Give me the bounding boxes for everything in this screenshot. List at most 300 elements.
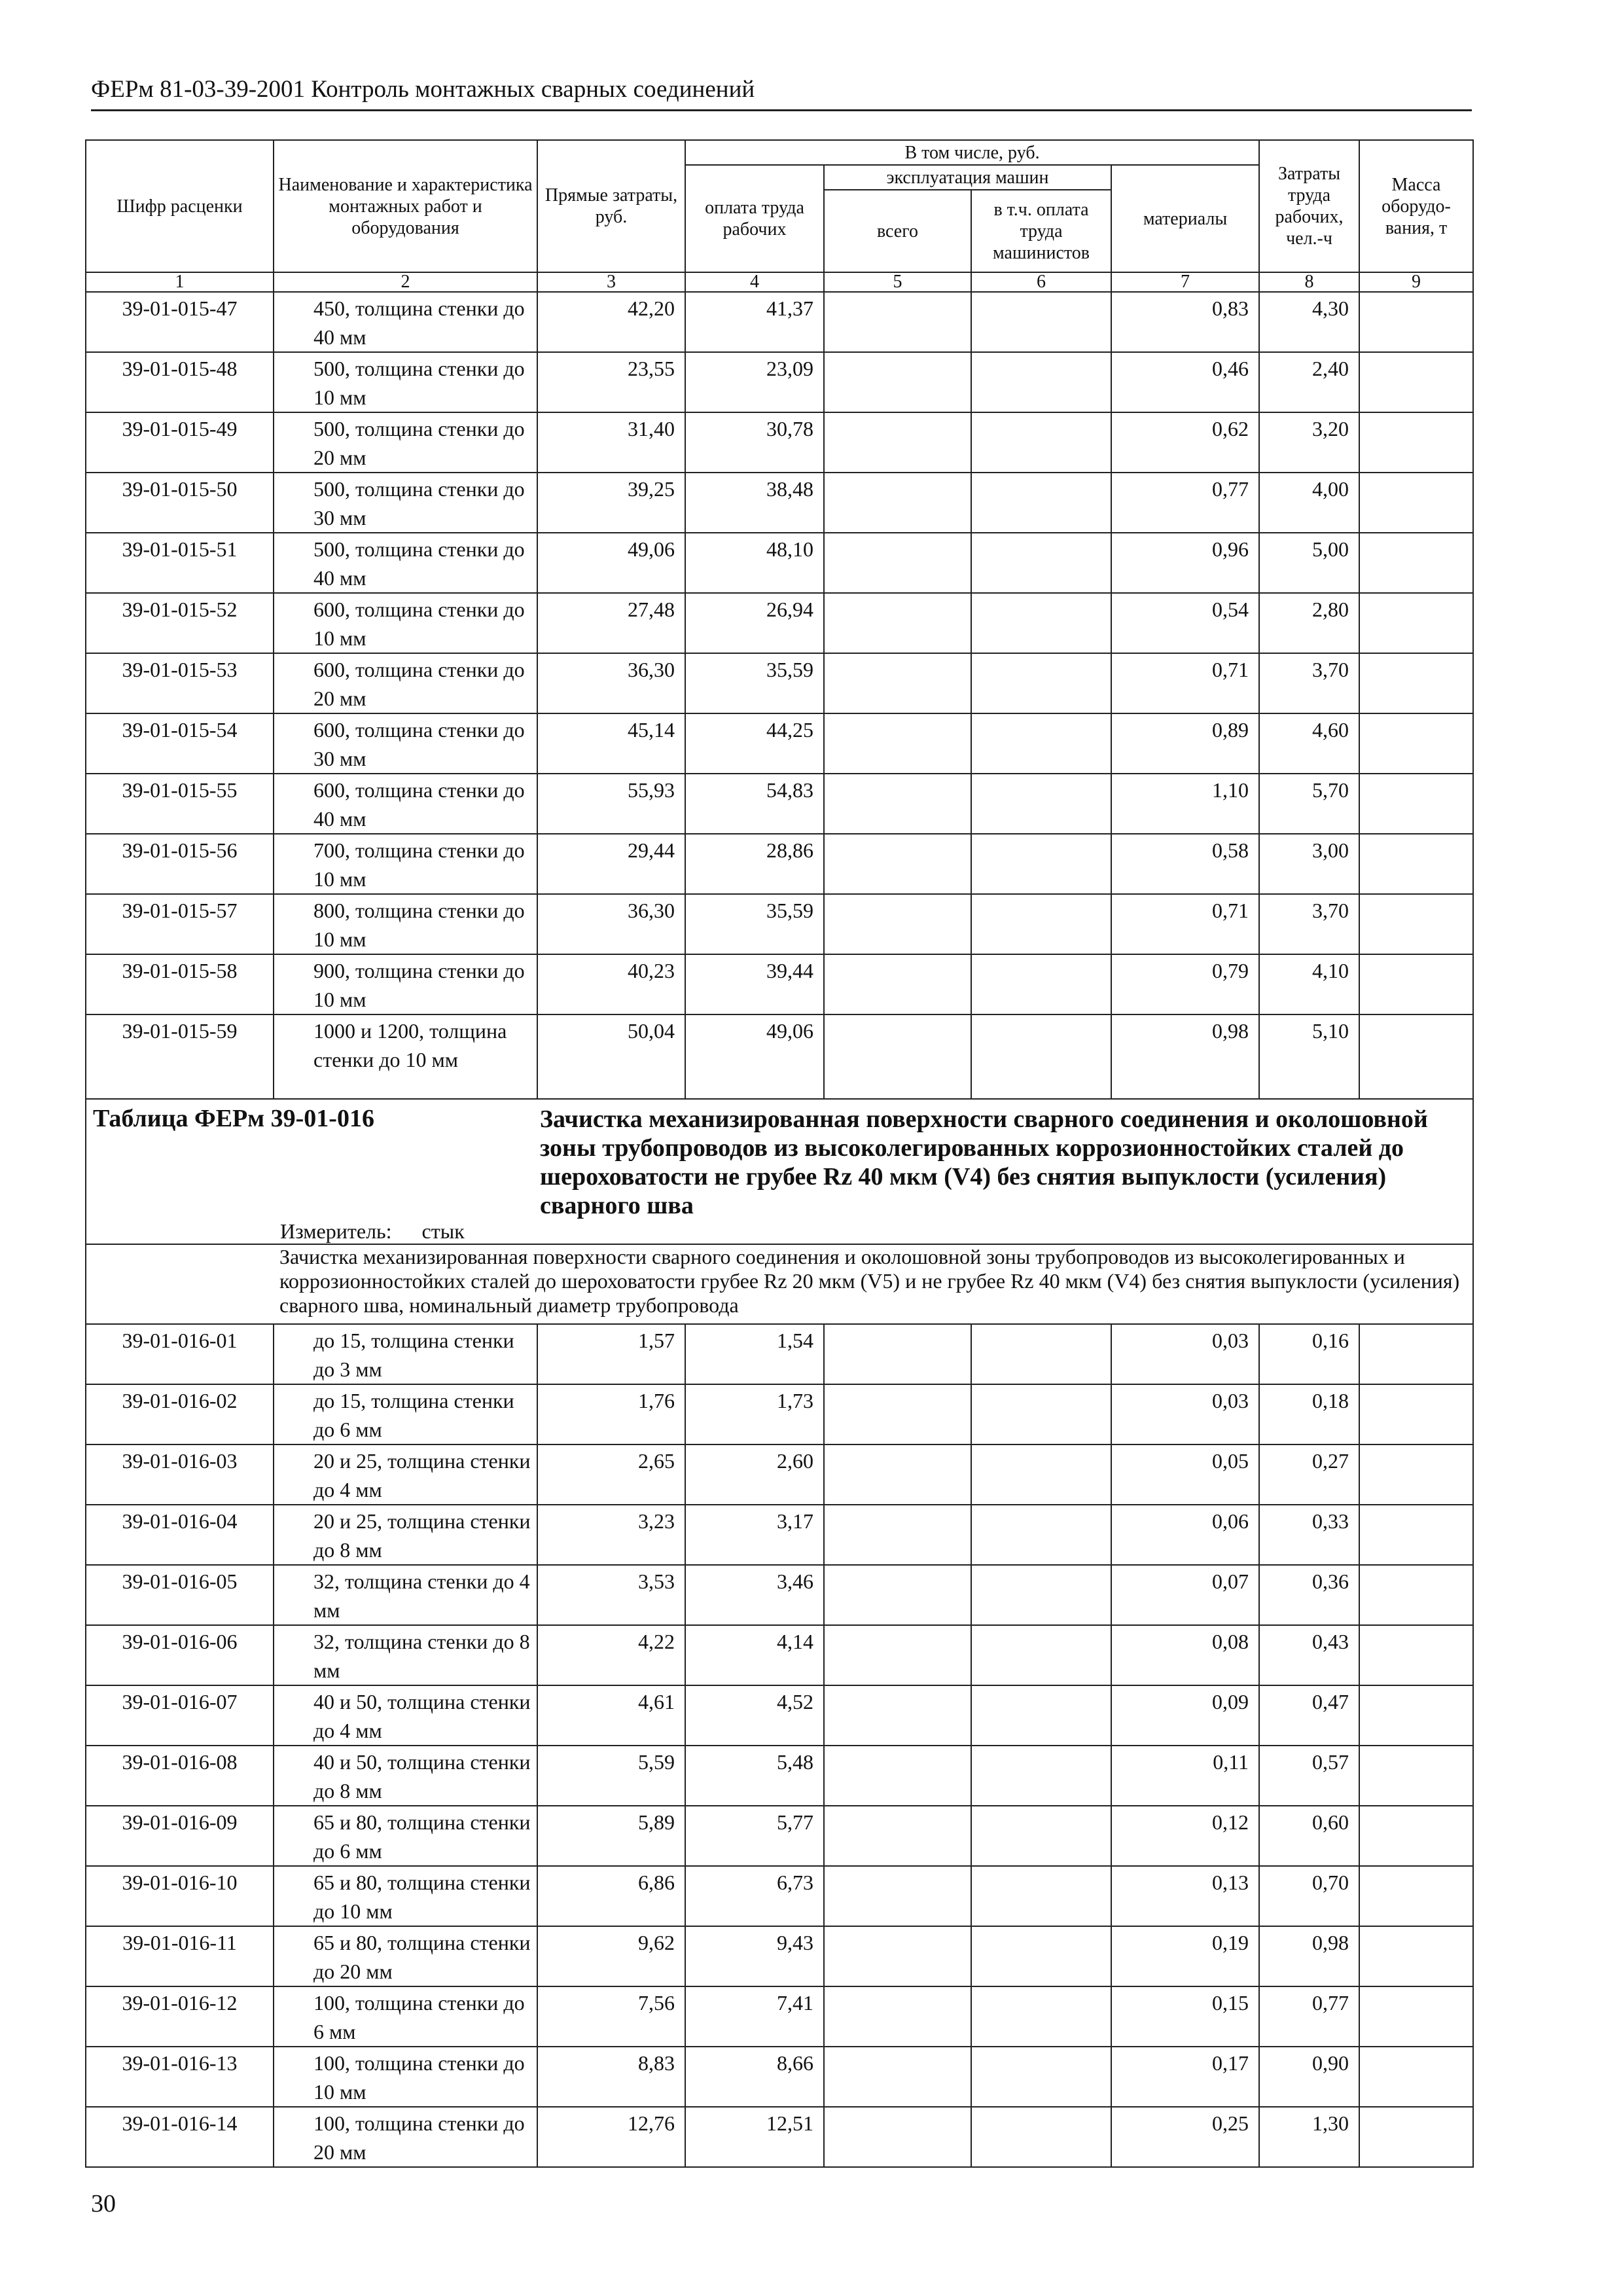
direct-costs-cell: 27,48 bbox=[537, 593, 685, 653]
machines-total-cell bbox=[824, 653, 971, 713]
direct-costs-cell: 2,65 bbox=[537, 1444, 685, 1505]
machinists-pay-cell bbox=[971, 894, 1111, 954]
work-name-cell: 40 и 50, толщина стенки до 8 мм bbox=[274, 1746, 537, 1806]
equipment-mass-cell bbox=[1359, 774, 1473, 834]
table-body-015 bbox=[86, 292, 1473, 1099]
rate-code-cell: 39-01-015-52 bbox=[86, 593, 274, 653]
table-row bbox=[86, 2107, 1473, 2167]
materials-cell: 0,62 bbox=[1111, 412, 1259, 473]
workers-pay-cell: 54,83 bbox=[685, 774, 824, 834]
table-row bbox=[86, 1926, 1473, 1986]
machines-total-cell bbox=[824, 1746, 971, 1806]
labor-costs-cell: 2,80 bbox=[1259, 593, 1359, 653]
labor-costs-cell: 5,10 bbox=[1259, 1014, 1359, 1099]
direct-costs-cell: 8,83 bbox=[537, 2047, 685, 2107]
labor-costs-cell: 2,40 bbox=[1259, 352, 1359, 412]
work-name-cell: 32, толщина стенки до 4 мм bbox=[274, 1565, 537, 1625]
rates-table-container bbox=[85, 139, 1472, 2168]
direct-costs-cell: 6,86 bbox=[537, 1866, 685, 1926]
machinists-pay-cell bbox=[971, 774, 1111, 834]
table-row bbox=[86, 473, 1473, 533]
header-materials: материалы bbox=[1111, 165, 1259, 272]
table-row bbox=[86, 774, 1473, 834]
equipment-mass-cell bbox=[1359, 1444, 1473, 1505]
machinists-pay-cell bbox=[971, 1384, 1111, 1444]
labor-costs-cell: 0,43 bbox=[1259, 1625, 1359, 1685]
machinists-pay-cell bbox=[971, 593, 1111, 653]
direct-costs-cell: 3,23 bbox=[537, 1505, 685, 1565]
workers-pay-cell: 49,06 bbox=[685, 1014, 824, 1099]
section-title: Зачистка механизированная поверхности сварного соединения и околошовной зоны трубопроводов из высоколегированных коррозионностойких сталей до шероховатости не грубее Rz 40 мкм (V4) без снятия выпуклости (усиления) сварного шва bbox=[537, 1099, 1473, 1220]
machines-total-cell bbox=[824, 412, 971, 473]
labor-costs-cell: 5,00 bbox=[1259, 533, 1359, 593]
labor-costs-cell: 1,30 bbox=[1259, 2107, 1359, 2167]
table-row bbox=[86, 1324, 1473, 1384]
machines-total-cell bbox=[824, 1806, 971, 1866]
machines-total-cell bbox=[824, 1625, 971, 1685]
workers-pay-cell: 28,86 bbox=[685, 834, 824, 894]
work-name-cell: до 15, толщина стенки до 3 мм bbox=[274, 1324, 537, 1384]
materials-cell: 0,09 bbox=[1111, 1685, 1259, 1746]
direct-costs-cell: 9,62 bbox=[537, 1926, 685, 1986]
labor-costs-cell: 3,70 bbox=[1259, 653, 1359, 713]
running-header: ФЕРм 81-03-39-2001 Контроль монтажных сварных соединений bbox=[91, 76, 755, 103]
rate-code-cell: 39-01-016-04 bbox=[86, 1505, 274, 1565]
labor-costs-cell: 0,16 bbox=[1259, 1324, 1359, 1384]
column-number: 6 bbox=[971, 272, 1111, 292]
equipment-mass-cell bbox=[1359, 1505, 1473, 1565]
header-workers-pay: оплата труда рабочих bbox=[685, 165, 824, 272]
table-row bbox=[86, 834, 1473, 894]
rate-code-cell: 39-01-016-09 bbox=[86, 1806, 274, 1866]
machines-total-cell bbox=[824, 1014, 971, 1099]
table-row bbox=[86, 2047, 1473, 2107]
equipment-mass-cell bbox=[1359, 473, 1473, 533]
work-name-cell: до 15, толщина стенки до 6 мм bbox=[274, 1384, 537, 1444]
table-row bbox=[86, 1384, 1473, 1444]
column-number: 2 bbox=[274, 272, 537, 292]
labor-costs-cell: 0,98 bbox=[1259, 1926, 1359, 1986]
labor-costs-cell: 0,36 bbox=[1259, 1565, 1359, 1625]
labor-costs-cell: 3,00 bbox=[1259, 834, 1359, 894]
work-name-cell: 65 и 80, толщина стенки до 10 мм bbox=[274, 1866, 537, 1926]
rate-code-cell: 39-01-016-03 bbox=[86, 1444, 274, 1505]
machines-total-cell bbox=[824, 954, 971, 1014]
materials-cell: 0,98 bbox=[1111, 1014, 1259, 1099]
rate-code-cell: 39-01-015-53 bbox=[86, 653, 274, 713]
materials-cell: 0,13 bbox=[1111, 1866, 1259, 1926]
rate-code-cell: 39-01-016-12 bbox=[86, 1986, 274, 2047]
work-name-cell: 500, толщина стенки до 40 мм bbox=[274, 533, 537, 593]
workers-pay-cell: 39,44 bbox=[685, 954, 824, 1014]
table-row bbox=[86, 1806, 1473, 1866]
work-name-cell: 100, толщина стенки до 20 мм bbox=[274, 2107, 537, 2167]
direct-costs-cell: 4,22 bbox=[537, 1625, 685, 1685]
direct-costs-cell: 7,56 bbox=[537, 1986, 685, 2047]
column-number: 9 bbox=[1359, 272, 1473, 292]
rate-code-cell: 39-01-016-01 bbox=[86, 1324, 274, 1384]
rate-code-cell: 39-01-015-58 bbox=[86, 954, 274, 1014]
materials-cell: 1,10 bbox=[1111, 774, 1259, 834]
rate-code-cell: 39-01-016-08 bbox=[86, 1746, 274, 1806]
machinists-pay-cell bbox=[971, 954, 1111, 1014]
column-number: 4 bbox=[685, 272, 824, 292]
section-description bbox=[86, 1244, 1473, 1324]
workers-pay-cell: 1,54 bbox=[685, 1324, 824, 1384]
labor-costs-cell: 3,20 bbox=[1259, 412, 1359, 473]
workers-pay-cell: 6,73 bbox=[685, 1866, 824, 1926]
machines-total-cell bbox=[824, 713, 971, 774]
labor-costs-cell: 0,90 bbox=[1259, 2047, 1359, 2107]
labor-costs-cell: 4,10 bbox=[1259, 954, 1359, 1014]
workers-pay-cell: 4,14 bbox=[685, 1625, 824, 1685]
column-number-row bbox=[86, 272, 1473, 292]
header-code: Шифр расценки bbox=[86, 140, 274, 272]
machinists-pay-cell bbox=[971, 1866, 1111, 1926]
column-number: 7 bbox=[1111, 272, 1259, 292]
machines-total-cell bbox=[824, 1685, 971, 1746]
equipment-mass-cell bbox=[1359, 1565, 1473, 1625]
equipment-mass-cell bbox=[1359, 292, 1473, 352]
workers-pay-cell: 5,77 bbox=[685, 1806, 824, 1866]
rate-code-cell: 39-01-016-10 bbox=[86, 1866, 274, 1926]
header-machinists-pay: в т.ч. оплата труда машинистов bbox=[971, 190, 1111, 272]
table-row bbox=[86, 1565, 1473, 1625]
work-name-cell: 100, толщина стенки до 10 мм bbox=[274, 2047, 537, 2107]
machinists-pay-cell bbox=[971, 1806, 1111, 1866]
workers-pay-cell: 30,78 bbox=[685, 412, 824, 473]
column-number: 1 bbox=[86, 272, 274, 292]
equipment-mass-cell bbox=[1359, 352, 1473, 412]
section-description-text: Зачистка механизированная поверхности сварного соединения и околошовной зоны трубопроводов из высоколегированных и коррозионностойких сталей до шероховатости грубее Rz 20 мкм (V5) и не грубее Rz 40 мкм (V4) без снятия выпуклости (усиления) сварного шва, номинальный диаметр трубопровода bbox=[279, 1245, 1460, 1317]
work-name-cell: 500, толщина стенки до 20 мм bbox=[274, 412, 537, 473]
machinists-pay-cell bbox=[971, 1324, 1111, 1384]
rate-code-cell: 39-01-015-54 bbox=[86, 713, 274, 774]
machinists-pay-cell bbox=[971, 1625, 1111, 1685]
machines-total-cell bbox=[824, 894, 971, 954]
work-name-cell: 65 и 80, толщина стенки до 6 мм bbox=[274, 1806, 537, 1866]
materials-cell: 0,71 bbox=[1111, 894, 1259, 954]
workers-pay-cell: 26,94 bbox=[685, 593, 824, 653]
work-name-cell: 600, толщина стенки до 40 мм bbox=[274, 774, 537, 834]
header-machines-total: всего bbox=[824, 190, 971, 272]
machines-total-cell bbox=[824, 1324, 971, 1384]
machinists-pay-cell bbox=[971, 1014, 1111, 1099]
work-name-cell: 600, толщина стенки до 10 мм bbox=[274, 593, 537, 653]
machines-total-cell bbox=[824, 834, 971, 894]
header-equipment-mass: Масса оборудо-вания, т bbox=[1359, 140, 1473, 272]
table-row bbox=[86, 1685, 1473, 1746]
machinists-pay-cell bbox=[971, 1685, 1111, 1746]
workers-pay-cell: 3,17 bbox=[685, 1505, 824, 1565]
machines-total-cell bbox=[824, 1565, 971, 1625]
page-number: 30 bbox=[91, 2190, 116, 2217]
table-row bbox=[86, 1866, 1473, 1926]
rate-code-cell: 39-01-015-51 bbox=[86, 533, 274, 593]
materials-cell: 0,83 bbox=[1111, 292, 1259, 352]
machines-total-cell bbox=[824, 2107, 971, 2167]
table-row bbox=[86, 533, 1473, 593]
workers-pay-cell: 35,59 bbox=[685, 894, 824, 954]
materials-cell: 0,96 bbox=[1111, 533, 1259, 593]
direct-costs-cell: 1,76 bbox=[537, 1384, 685, 1444]
work-name-cell: 600, толщина стенки до 20 мм bbox=[274, 653, 537, 713]
labor-costs-cell: 0,33 bbox=[1259, 1505, 1359, 1565]
rate-code-cell: 39-01-015-47 bbox=[86, 292, 274, 352]
rate-code-cell: 39-01-015-59 bbox=[86, 1014, 274, 1099]
work-name-cell: 40 и 50, толщина стенки до 4 мм bbox=[274, 1685, 537, 1746]
table-header bbox=[86, 140, 1473, 292]
machines-total-cell bbox=[824, 1444, 971, 1505]
machinists-pay-cell bbox=[971, 713, 1111, 774]
work-name-cell: 20 и 25, толщина стенки до 8 мм bbox=[274, 1505, 537, 1565]
machines-total-cell bbox=[824, 1986, 971, 2047]
table-row bbox=[86, 412, 1473, 473]
materials-cell: 0,71 bbox=[1111, 653, 1259, 713]
machines-total-cell bbox=[824, 292, 971, 352]
work-name-cell: 800, толщина стенки до 10 мм bbox=[274, 894, 537, 954]
machinists-pay-cell bbox=[971, 1444, 1111, 1505]
table-row bbox=[86, 653, 1473, 713]
direct-costs-cell: 39,25 bbox=[537, 473, 685, 533]
machinists-pay-cell bbox=[971, 473, 1111, 533]
materials-cell: 0,07 bbox=[1111, 1565, 1259, 1625]
workers-pay-cell: 41,37 bbox=[685, 292, 824, 352]
labor-costs-cell: 0,60 bbox=[1259, 1806, 1359, 1866]
header-direct-costs: Прямые затраты, руб. bbox=[537, 140, 685, 272]
machines-total-cell bbox=[824, 2047, 971, 2107]
labor-costs-cell: 0,77 bbox=[1259, 1986, 1359, 2047]
workers-pay-cell: 9,43 bbox=[685, 1926, 824, 1986]
table-row bbox=[86, 1505, 1473, 1565]
labor-costs-cell: 4,60 bbox=[1259, 713, 1359, 774]
section-016-header bbox=[86, 1099, 1473, 1324]
equipment-mass-cell bbox=[1359, 1746, 1473, 1806]
rate-code-cell: 39-01-015-48 bbox=[86, 352, 274, 412]
work-name-cell: 900, толщина стенки до 10 мм bbox=[274, 954, 537, 1014]
labor-costs-cell: 0,18 bbox=[1259, 1384, 1359, 1444]
workers-pay-cell: 4,52 bbox=[685, 1685, 824, 1746]
materials-cell: 0,05 bbox=[1111, 1444, 1259, 1505]
labor-costs-cell: 0,47 bbox=[1259, 1685, 1359, 1746]
table-row bbox=[86, 1986, 1473, 2047]
rate-code-cell: 39-01-015-55 bbox=[86, 774, 274, 834]
table-body-016 bbox=[86, 1324, 1473, 2167]
column-number: 8 bbox=[1259, 272, 1359, 292]
equipment-mass-cell bbox=[1359, 2047, 1473, 2107]
work-name-cell: 500, толщина стенки до 10 мм bbox=[274, 352, 537, 412]
rate-code-cell: 39-01-016-06 bbox=[86, 1625, 274, 1685]
rate-code-cell: 39-01-016-14 bbox=[86, 2107, 274, 2167]
direct-costs-cell: 12,76 bbox=[537, 2107, 685, 2167]
equipment-mass-cell bbox=[1359, 1866, 1473, 1926]
equipment-mass-cell bbox=[1359, 894, 1473, 954]
work-name-cell: 450, толщина стенки до 40 мм bbox=[274, 292, 537, 352]
equipment-mass-cell bbox=[1359, 1806, 1473, 1866]
machinists-pay-cell bbox=[971, 1926, 1111, 1986]
rate-code-cell: 39-01-016-07 bbox=[86, 1685, 274, 1746]
equipment-mass-cell bbox=[1359, 1685, 1473, 1746]
workers-pay-cell: 23,09 bbox=[685, 352, 824, 412]
labor-costs-cell: 0,27 bbox=[1259, 1444, 1359, 1505]
materials-cell: 0,17 bbox=[1111, 2047, 1259, 2107]
workers-pay-cell: 38,48 bbox=[685, 473, 824, 533]
work-name-cell: 32, толщина стенки до 8 мм bbox=[274, 1625, 537, 1685]
equipment-mass-cell bbox=[1359, 834, 1473, 894]
workers-pay-cell: 44,25 bbox=[685, 713, 824, 774]
rate-code-cell: 39-01-015-57 bbox=[86, 894, 274, 954]
direct-costs-cell: 42,20 bbox=[537, 292, 685, 352]
direct-costs-cell: 45,14 bbox=[537, 713, 685, 774]
work-name-cell: 1000 и 1200, толщина стенки до 10 мм bbox=[274, 1014, 537, 1099]
direct-costs-cell: 40,23 bbox=[537, 954, 685, 1014]
machinists-pay-cell bbox=[971, 352, 1111, 412]
table-row bbox=[86, 292, 1473, 352]
rate-code-cell: 39-01-016-02 bbox=[86, 1384, 274, 1444]
machines-total-cell bbox=[824, 1866, 971, 1926]
column-number: 3 bbox=[537, 272, 685, 292]
equipment-mass-cell bbox=[1359, 1014, 1473, 1099]
machinists-pay-cell bbox=[971, 2107, 1111, 2167]
workers-pay-cell: 7,41 bbox=[685, 1986, 824, 2047]
labor-costs-cell: 0,70 bbox=[1259, 1866, 1359, 1926]
table-row bbox=[86, 1444, 1473, 1505]
direct-costs-cell: 5,59 bbox=[537, 1746, 685, 1806]
materials-cell: 0,54 bbox=[1111, 593, 1259, 653]
workers-pay-cell: 8,66 bbox=[685, 2047, 824, 2107]
machinists-pay-cell bbox=[971, 292, 1111, 352]
direct-costs-cell: 1,57 bbox=[537, 1324, 685, 1384]
table-row bbox=[86, 954, 1473, 1014]
direct-costs-cell: 50,04 bbox=[537, 1014, 685, 1099]
materials-cell: 0,46 bbox=[1111, 352, 1259, 412]
workers-pay-cell: 3,46 bbox=[685, 1565, 824, 1625]
machines-total-cell bbox=[824, 1505, 971, 1565]
direct-costs-cell: 4,61 bbox=[537, 1685, 685, 1746]
table-row bbox=[86, 1625, 1473, 1685]
machinists-pay-cell bbox=[971, 1565, 1111, 1625]
meter-value: стык bbox=[421, 1219, 465, 1243]
rate-code-cell: 39-01-015-56 bbox=[86, 834, 274, 894]
materials-cell: 0,12 bbox=[1111, 1806, 1259, 1866]
materials-cell: 0,11 bbox=[1111, 1746, 1259, 1806]
direct-costs-cell: 55,93 bbox=[537, 774, 685, 834]
materials-cell: 0,25 bbox=[1111, 2107, 1259, 2167]
machines-total-cell bbox=[824, 1384, 971, 1444]
header-rule bbox=[91, 109, 1472, 111]
workers-pay-cell: 5,48 bbox=[685, 1746, 824, 1806]
materials-cell: 0,79 bbox=[1111, 954, 1259, 1014]
machinists-pay-cell bbox=[971, 2047, 1111, 2107]
section-label: Таблица ФЕРм 39-01-016 bbox=[86, 1099, 537, 1220]
materials-cell: 0,03 bbox=[1111, 1384, 1259, 1444]
table-row bbox=[86, 894, 1473, 954]
direct-costs-cell: 5,89 bbox=[537, 1806, 685, 1866]
header-labor-costs: Затраты труда рабочих, чел.-ч bbox=[1259, 140, 1359, 272]
equipment-mass-cell bbox=[1359, 653, 1473, 713]
rate-code-cell: 39-01-015-50 bbox=[86, 473, 274, 533]
equipment-mass-cell bbox=[1359, 2107, 1473, 2167]
machines-total-cell bbox=[824, 533, 971, 593]
direct-costs-cell: 36,30 bbox=[537, 894, 685, 954]
machines-total-cell bbox=[824, 473, 971, 533]
work-name-cell: 65 и 80, толщина стенки до 20 мм bbox=[274, 1926, 537, 1986]
equipment-mass-cell bbox=[1359, 593, 1473, 653]
equipment-mass-cell bbox=[1359, 1926, 1473, 1986]
equipment-mass-cell bbox=[1359, 1324, 1473, 1384]
header-including: В том числе, руб. bbox=[685, 140, 1259, 165]
table-row bbox=[86, 1746, 1473, 1806]
materials-cell: 0,58 bbox=[1111, 834, 1259, 894]
equipment-mass-cell bbox=[1359, 1986, 1473, 2047]
table-row bbox=[86, 1014, 1473, 1099]
equipment-mass-cell bbox=[1359, 713, 1473, 774]
column-number: 5 bbox=[824, 272, 971, 292]
labor-costs-cell: 3,70 bbox=[1259, 894, 1359, 954]
rate-code-cell: 39-01-016-11 bbox=[86, 1926, 274, 1986]
machines-total-cell bbox=[824, 593, 971, 653]
equipment-mass-cell bbox=[1359, 954, 1473, 1014]
direct-costs-cell: 3,53 bbox=[537, 1565, 685, 1625]
equipment-mass-cell bbox=[1359, 1625, 1473, 1685]
machines-total-cell bbox=[824, 352, 971, 412]
labor-costs-cell: 5,70 bbox=[1259, 774, 1359, 834]
work-name-cell: 600, толщина стенки до 30 мм bbox=[274, 713, 537, 774]
direct-costs-cell: 23,55 bbox=[537, 352, 685, 412]
table-row bbox=[86, 713, 1473, 774]
machinists-pay-cell bbox=[971, 1746, 1111, 1806]
machinists-pay-cell bbox=[971, 1986, 1111, 2047]
machinists-pay-cell bbox=[971, 834, 1111, 894]
direct-costs-cell: 31,40 bbox=[537, 412, 685, 473]
rate-code-cell: 39-01-015-49 bbox=[86, 412, 274, 473]
direct-costs-cell: 36,30 bbox=[537, 653, 685, 713]
work-name-cell: 20 и 25, толщина стенки до 4 мм bbox=[274, 1444, 537, 1505]
rate-code-cell: 39-01-016-05 bbox=[86, 1565, 274, 1625]
materials-cell: 0,89 bbox=[1111, 713, 1259, 774]
direct-costs-cell: 29,44 bbox=[537, 834, 685, 894]
machinists-pay-cell bbox=[971, 1505, 1111, 1565]
labor-costs-cell: 0,57 bbox=[1259, 1746, 1359, 1806]
direct-costs-cell: 49,06 bbox=[537, 533, 685, 593]
machinists-pay-cell bbox=[971, 412, 1111, 473]
meter-label: Измеритель: bbox=[280, 1219, 392, 1243]
work-name-cell: 500, толщина стенки до 30 мм bbox=[274, 473, 537, 533]
labor-costs-cell: 4,00 bbox=[1259, 473, 1359, 533]
machinists-pay-cell bbox=[971, 533, 1111, 593]
header-name: Наименование и характеристика монтажных работ и оборудования bbox=[274, 140, 537, 272]
meter-line bbox=[86, 1220, 1473, 1244]
materials-cell: 0,15 bbox=[1111, 1986, 1259, 2047]
table-row bbox=[86, 352, 1473, 412]
work-name-cell: 700, толщина стенки до 10 мм bbox=[274, 834, 537, 894]
materials-cell: 0,08 bbox=[1111, 1625, 1259, 1685]
equipment-mass-cell bbox=[1359, 412, 1473, 473]
workers-pay-cell: 48,10 bbox=[685, 533, 824, 593]
equipment-mass-cell bbox=[1359, 533, 1473, 593]
equipment-mass-cell bbox=[1359, 1384, 1473, 1444]
labor-costs-cell: 4,30 bbox=[1259, 292, 1359, 352]
materials-cell: 0,77 bbox=[1111, 473, 1259, 533]
workers-pay-cell: 35,59 bbox=[685, 653, 824, 713]
machines-total-cell bbox=[824, 774, 971, 834]
table-row bbox=[86, 593, 1473, 653]
work-name-cell: 100, толщина стенки до 6 мм bbox=[274, 1986, 537, 2047]
rate-code-cell: 39-01-016-13 bbox=[86, 2047, 274, 2107]
materials-cell: 0,06 bbox=[1111, 1505, 1259, 1565]
workers-pay-cell: 12,51 bbox=[685, 2107, 824, 2167]
materials-cell: 0,03 bbox=[1111, 1324, 1259, 1384]
